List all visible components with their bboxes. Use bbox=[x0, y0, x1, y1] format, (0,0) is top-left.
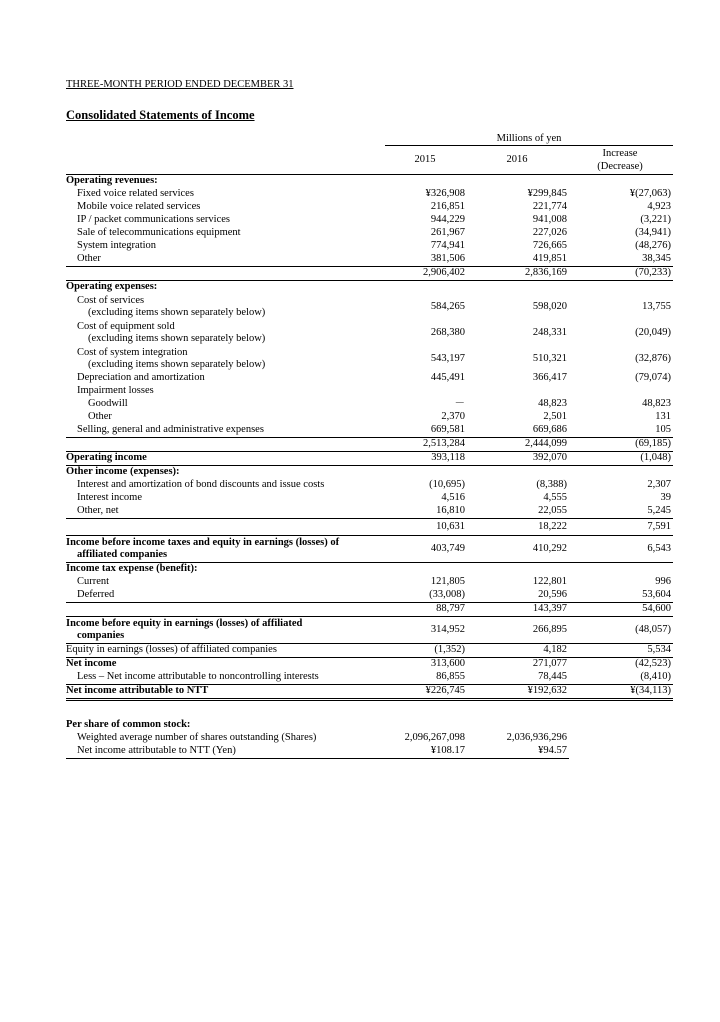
period-heading: THREE-MONTH PERIOD ENDED DECEMBER 31 bbox=[66, 79, 294, 90]
expense-total-row: 2,513,284 2,444,099 (69,185) bbox=[66, 438, 673, 452]
table-row: Sale of telecommunications equipment 261,967 227,026 (34,941) bbox=[77, 227, 671, 239]
table-row: Cost of system integration (excluding items shown separately below) 543,197 510,321 (32,876) bbox=[77, 346, 671, 370]
table-row: Cost of services (excluding items shown separately below) 584,265 598,020 13,755 bbox=[77, 294, 671, 318]
noncontrolling-row: Less – Net income attributable to noncontrolling interests 86,855 78,445 (8,410) bbox=[66, 671, 673, 685]
col-2016: 2016 bbox=[467, 146, 569, 175]
income-statement-table bbox=[66, 123, 673, 759]
table-row: Goodwill － 48,823 48,823 bbox=[88, 398, 671, 410]
table-row: Other 381,506 419,851 38,345 bbox=[66, 253, 673, 267]
table-row: Interest and amortization of bond discounts and issue costs (10,695) (8,388) 2,307 bbox=[77, 479, 671, 491]
table-row: Mobile voice related services 216,851 221,774 4,923 bbox=[77, 201, 671, 213]
units-label: Millions of yen bbox=[385, 123, 673, 146]
table-row: Cost of equipment sold (excluding items shown separately below) 268,380 248,331 (20,049) bbox=[77, 320, 671, 344]
income-tax-heading: Income tax expense (benefit): bbox=[66, 563, 198, 575]
table-row: Deferred (33,008) 20,596 53,604 bbox=[66, 589, 673, 603]
impairment-heading: Impairment losses bbox=[77, 385, 154, 397]
tax-total-row: 88,797 143,397 54,600 bbox=[66, 603, 673, 617]
operating-expenses-heading: Operating expenses: bbox=[66, 281, 158, 293]
income-before-taxes-row: Income before income taxes and equity in earnings (losses) of affiliated companies 403,749 410,292 6,543 bbox=[66, 536, 673, 563]
operating-income-row: Operating income 393,118 392,070 (1,048) bbox=[66, 452, 673, 466]
per-share-heading: Per share of common stock: bbox=[66, 719, 191, 731]
table-row: Current 121,805 122,801 996 bbox=[77, 576, 671, 588]
table-row: Fixed voice related services ¥326,908 ¥299,845 ¥(27,063) bbox=[77, 188, 671, 200]
operating-revenues-heading: Operating revenues: bbox=[66, 175, 158, 187]
income-before-equity-row: Income before equity in earnings (losses) of affiliated companies 314,952 266,895 (48,057) bbox=[66, 617, 673, 644]
table-row: Other, net 16,810 22,055 5,245 bbox=[66, 505, 673, 519]
table-row: Other 2,370 2,501 131 bbox=[88, 411, 671, 423]
net-income-row: Net income 313,600 271,077 (42,523) bbox=[66, 658, 671, 670]
revenue-total-row: 2,906,402 2,836,169 (70,233) bbox=[66, 267, 673, 281]
table-row: Net income attributable to NTT (Yen) ¥108.17 ¥94.57 bbox=[66, 745, 673, 759]
equity-earnings-row: Equity in earnings (losses) of affiliated companies (1,352) 4,182 5,534 bbox=[66, 644, 673, 658]
col-2015: 2015 bbox=[385, 146, 467, 175]
net-income-ntt-row: Net income attributable to NTT ¥226,745 ¥192,632 ¥(34,113) bbox=[66, 685, 673, 700]
table-row: Depreciation and amortization 445,491 366,417 (79,074) bbox=[77, 372, 671, 384]
other-total-row: 10,631 18,222 7,591 bbox=[66, 519, 673, 536]
col-change: Increase (Decrease) bbox=[569, 146, 673, 175]
table-row: Selling, general and administrative expenses 669,581 669,686 105 bbox=[66, 424, 673, 438]
table-row: System integration 774,941 726,665 (48,276) bbox=[77, 240, 671, 252]
other-income-heading: Other income (expenses): bbox=[66, 466, 180, 478]
statement-title: Consolidated Statements of Income bbox=[66, 108, 255, 122]
table-row: Weighted average number of shares outstanding (Shares) 2,096,267,098 2,036,936,296 bbox=[77, 732, 567, 744]
table-row: Interest income 4,516 4,555 39 bbox=[77, 492, 671, 504]
table-row: IP / packet communications services 944,229 941,008 (3,221) bbox=[77, 214, 671, 226]
